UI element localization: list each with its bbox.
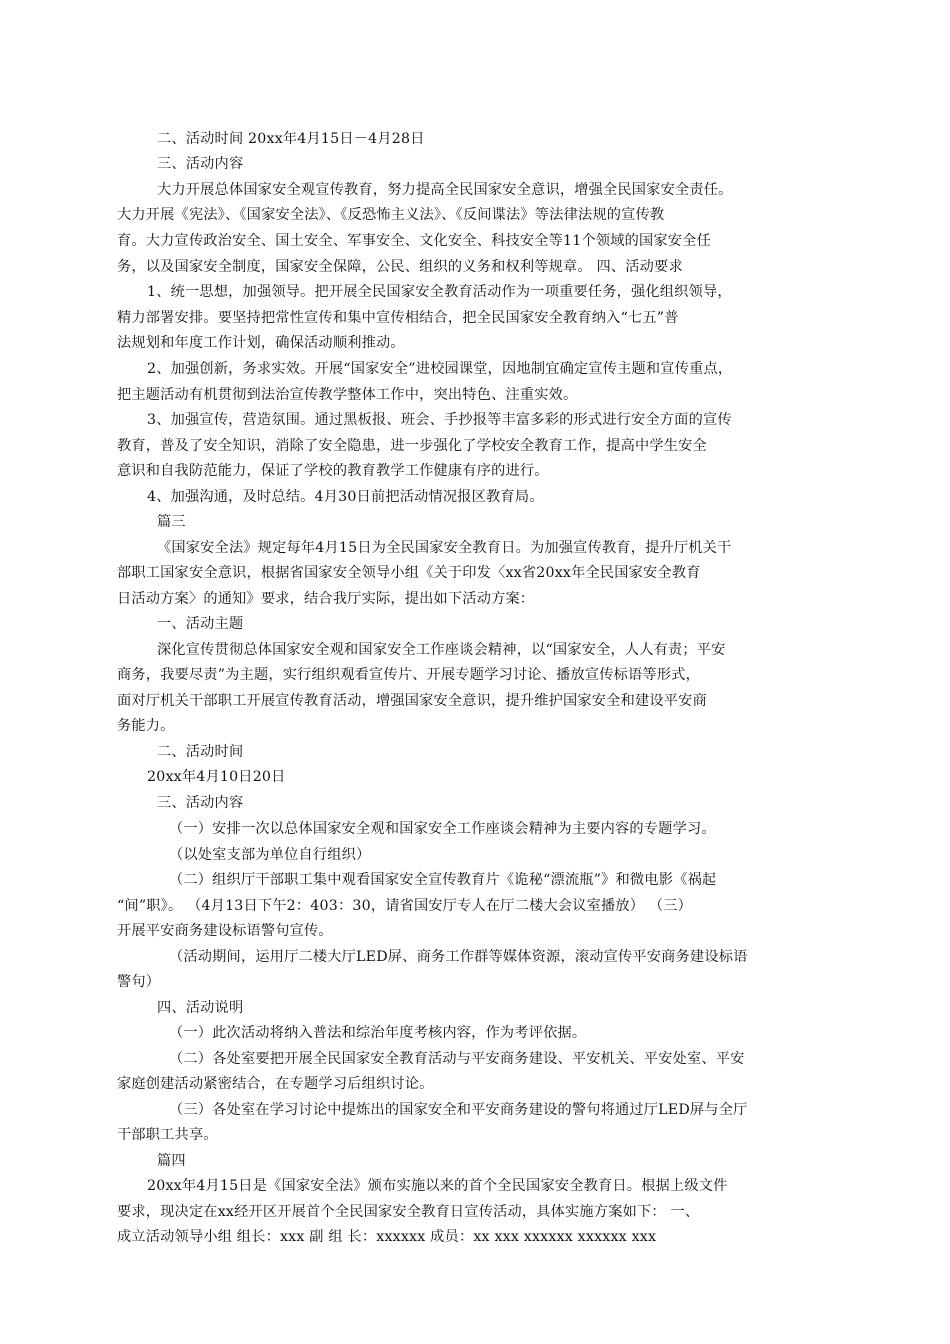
text-line: 成立活动领导小组 组长：xxx 副 组 长：xxxxxx 成员：xx xxx xxxxxx xxxxxx xxx [117,1229,657,1245]
text-line: 家庭创建活动紧密结合，在专题学习后组织讨论。 [117,1076,434,1092]
text-line: 篇三 [157,514,186,530]
text-line: 要求，现决定在xx经开区开展首个全民国家安全教育日宣传活动，具体实施方案如下： 一、 [117,1204,700,1220]
text-line: 二、活动时间 [157,744,244,760]
text-line: 20xx年4月15日是《国家安全法》颁布实施以来的首个全民国家安全教育日。根据上级文件 [147,1178,728,1194]
text-line: 意识和自我防范能力，保证了学校的教育教学工作健康有序的进行。 [117,463,549,479]
text-line: （活动期间，运用厅二楼大厅LED屏、商务工作群等媒体资源，滚动宣传平安商务建设标语 [169,949,748,965]
text-line: 1、统一思想，加强领导。把开展全民国家安全教育活动作为一项重要任务，强化组织领导， [147,284,732,300]
text-line: （二）各处室要把开展全民国家安全教育活动与平安商务建设、平安机关、平安处室、平安 [169,1051,745,1067]
text-line: （一）安排一次以总体国家安全观和国家安全工作座谈会精神为主要内容的专题学习。 [169,821,716,837]
text-line: 二、活动时间 20xx年4月15日－4月28日 [157,131,425,147]
text-line: 4、加强沟通，及时总结。4月30日前把活动情况报区教育局。 [147,489,544,505]
text-line: 教育，普及了安全知识，消除了安全隐患，进一步强化了学校安全教育工作，提高中学生安全 [117,438,707,454]
text-line: 深化宣传贯彻总体国家安全观和国家安全工作座谈会精神，以“国家安全，人人有责；平安 [157,642,726,658]
text-line: 把主题活动有机贯彻到法治宣传教学整体工作中，突出特色、注重实效。 [117,387,578,403]
text-line: 日活动方案〉的通知》要求，结合我厅实际，提出如下活动方案： [117,591,535,607]
text-line: 三、活动内容 [157,795,244,811]
text-line: 《国家安全法》规定每年4月15日为全民国家安全教育日。为加强宣传教育，提升厅机关干 [157,540,732,556]
text-line: （三）各处室在学习讨论中提炼出的国家安全和平安商务建设的警句将通过厅LED屏与全厅 [169,1102,748,1118]
text-line: 务能力。 [117,718,175,734]
text-line: 3、加强宣传，营造氛围。通过黑板报、班会、手抄报等丰富多彩的形式进行安全方面的宣传 [147,412,732,428]
text-line: 三、活动内容 [157,156,244,172]
text-line: （一）此次活动将纳入普法和综治年度考核内容，作为考评依据。 [169,1025,587,1041]
text-line: （二）组织厅干部职工集中观看国家安全宣传教育片《诡秘“漂流瓶”》和微电影《祸起 [169,872,717,888]
text-line: 20xx年4月10日20日 [147,769,286,785]
text-line: 四、活动说明 [157,1000,244,1016]
text-line: 大力开展总体国家安全观宣传教育，努力提高全民国家安全意识，增强全民国家安全责任。 [157,182,733,198]
text-line: 面对厅机关干部职工开展宣传教育活动，增强国家安全意识，提升维护国家安全和建设平安商 [117,693,707,709]
text-line: “间”职》。 （4月13日下午2：403：30，请省国安厅专人在厅二楼大会议室播放） （三） [117,898,693,914]
text-line: 篇四 [157,1153,186,1169]
text-line: 干部职工共享。 [117,1127,218,1143]
text-line: 务，以及国家安全制度，国家安全保障，公民、组织的义务和权利等规章。 四、活动要求 [117,259,683,275]
text-line: 大力开展《宪法》、《国家安全法》、《反恐怖主义法》、《反间谍法》等法律法规的宣传教 [117,207,665,223]
text-line: （以处室支部为单位自行组织） [169,847,371,863]
text-line: 法规划和年度工作计划，确保活动顺利推动。 [117,335,405,351]
text-line: 部职工国家安全意识，根据省国家安全领导小组《关于印发〈xx省20xx年全民国家安全教育 [117,565,701,581]
text-line: 精力部署安排。要坚持把常性宣传和集中宣传相结合，把全民国家安全教育纳入“七五”普 [117,310,679,326]
text-line: 2、加强创新，务求实效。开展“国家安全”进校园课堂，因地制宜确定宣传主题和宣传重点， [147,361,733,377]
text-line: 一、活动主题 [157,616,244,632]
text-line: 商务，我要尽责”为主题，实行组织观看宣传片、开展专题学习讨论、播放宣传标语等形式， [117,667,700,683]
text-line: 开展平安商务建设标语警句宣传。 [117,923,333,939]
text-line: 育。大力宣传政治安全、国土安全、军事安全、文化安全、科技安全等11个领域的国家安全任 [117,233,711,249]
text-line: 警句） [117,974,161,990]
